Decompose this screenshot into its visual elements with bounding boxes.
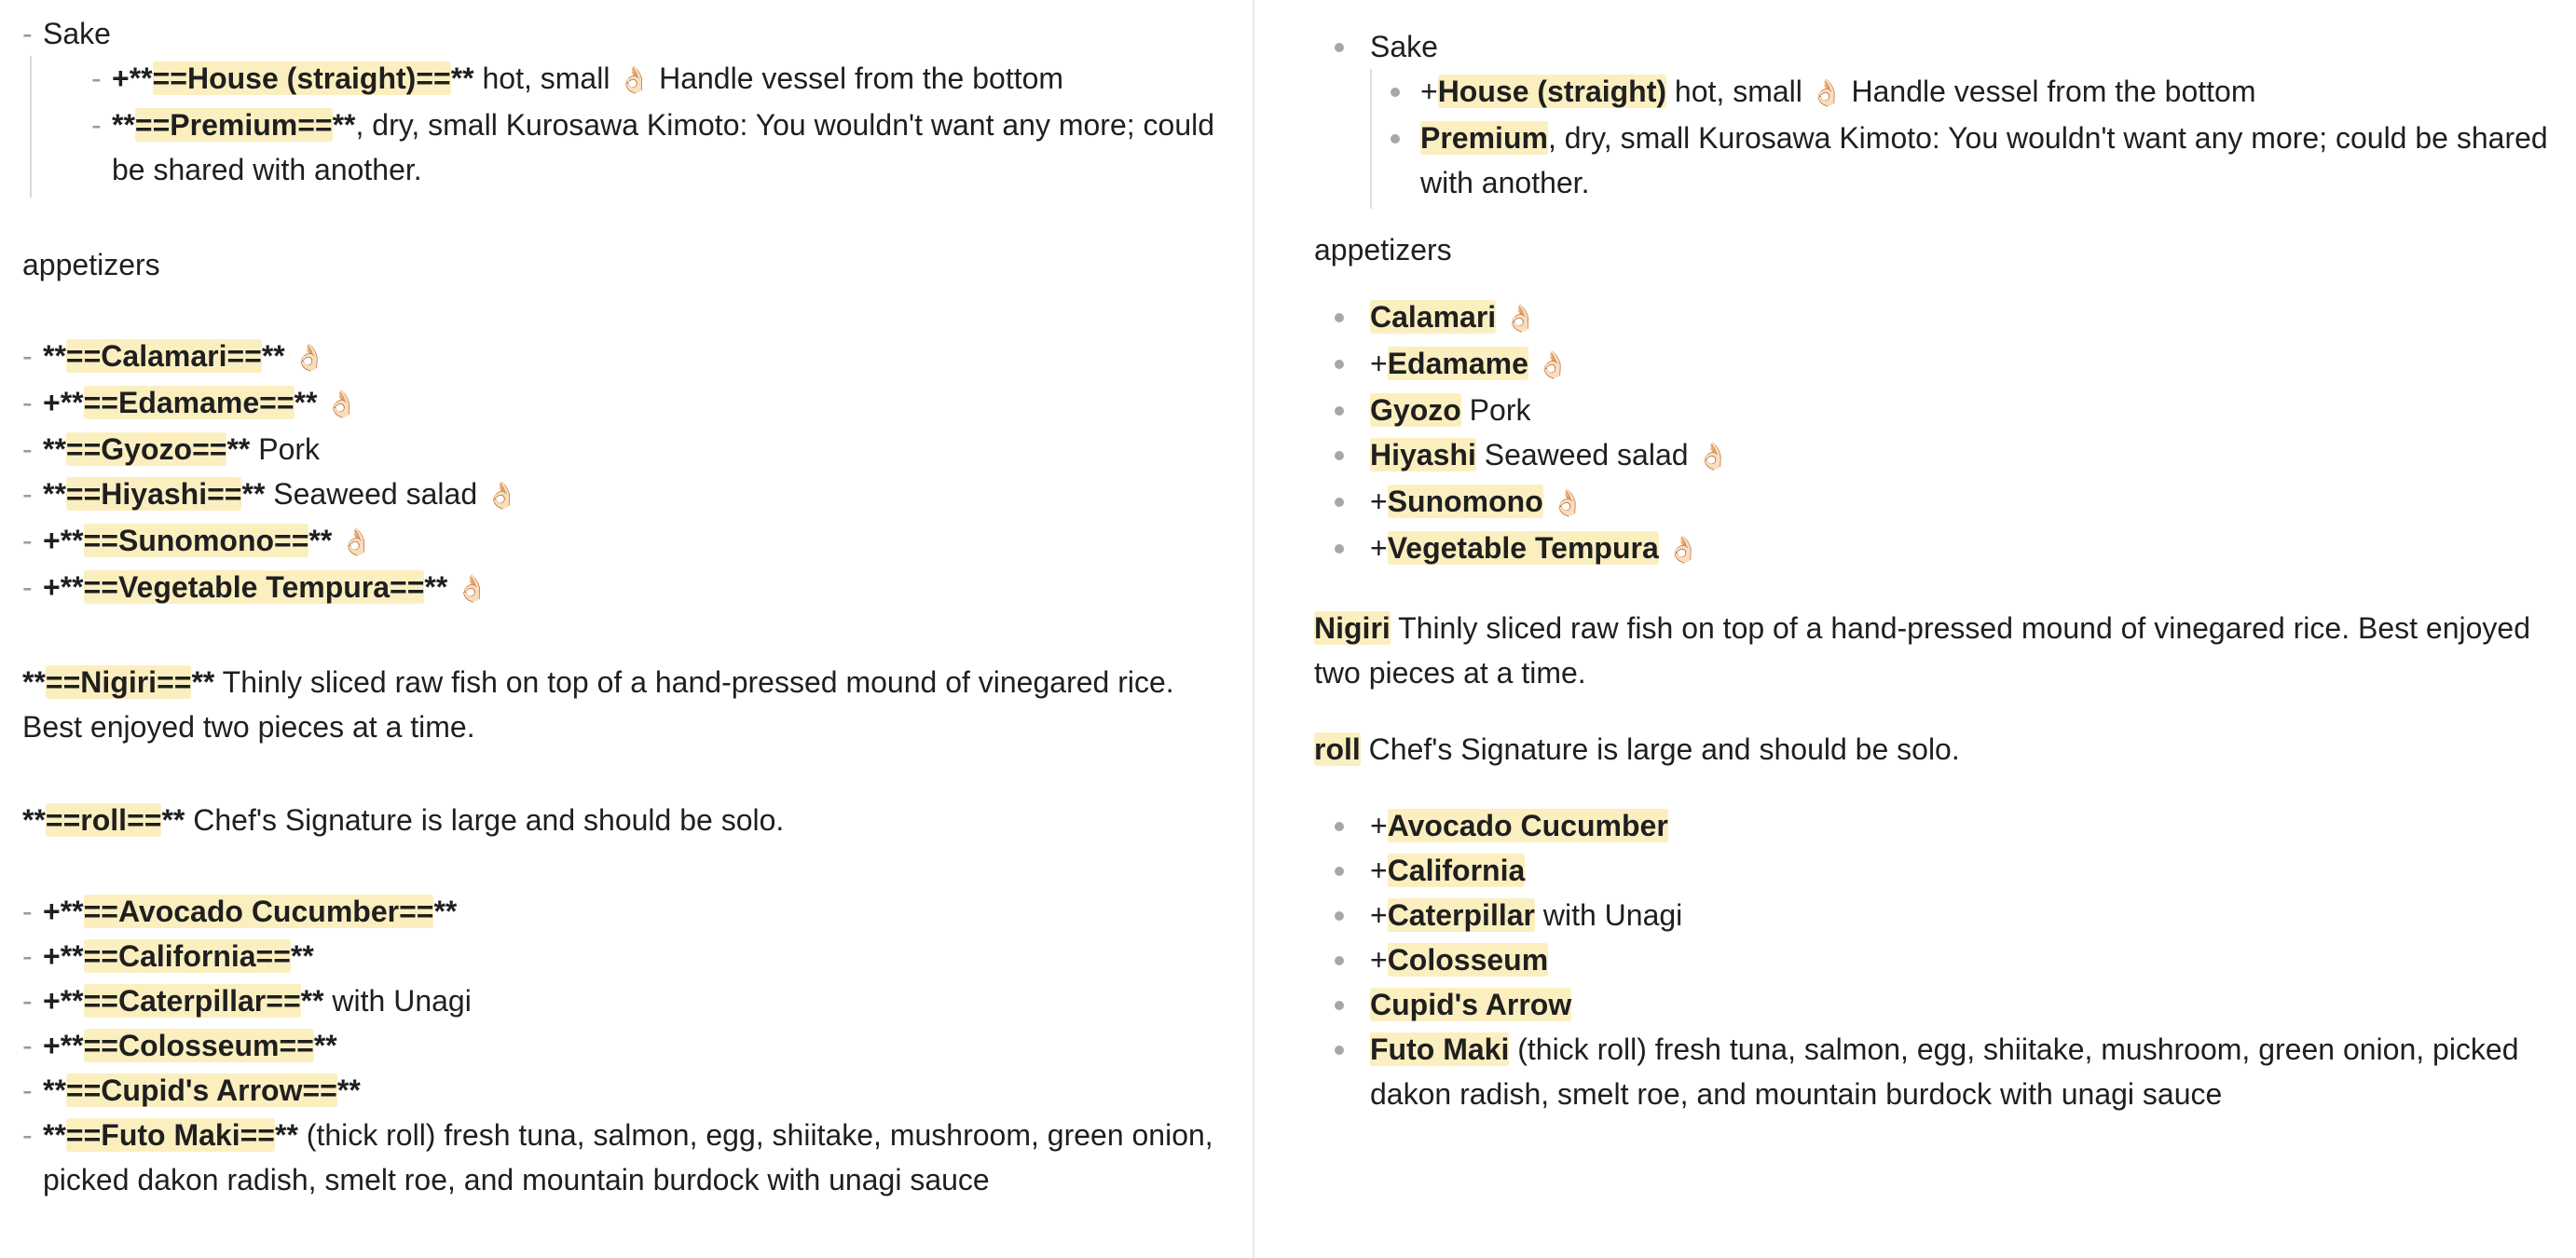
markup-suffix: ** — [274, 1118, 298, 1152]
ok-hand-icon: 👌🏻 — [1536, 349, 1569, 380]
roll-name: roll — [1314, 732, 1361, 766]
ok-hand-icon: 👌🏻 — [340, 526, 374, 557]
nigiri-name: ==Nigiri== — [45, 665, 192, 699]
list-dash: - — [91, 108, 102, 142]
markup-suffix: ** — [241, 477, 266, 511]
item-name: ==Gyozo== — [65, 432, 227, 466]
item-name: California — [1387, 854, 1526, 887]
sake-heading: Sake — [1370, 30, 1438, 63]
editor-line-sake[interactable] — [22, 11, 1230, 56]
markup-suffix: ** — [300, 984, 324, 1018]
item-name: Gyozo — [1370, 393, 1461, 427]
markup-suffix: ** — [161, 803, 185, 837]
markup-prefix: +** — [43, 984, 84, 1018]
item-name: Futo Maki — [1370, 1032, 1510, 1066]
item-prefix: + — [1370, 809, 1388, 842]
item-description: Pork — [1460, 393, 1531, 427]
item-name: ==Colosseum== — [83, 1029, 314, 1062]
ok-hand-icon: 👌🏻 — [1666, 534, 1700, 565]
markup-suffix: ** — [332, 108, 356, 142]
preview-list-item — [1314, 893, 2567, 937]
markup-prefix: +** — [43, 570, 84, 604]
item-name: ==House (straight)== — [152, 62, 451, 95]
appetizers-heading: appetizers — [1314, 233, 1452, 267]
item-description: hot, small — [473, 62, 619, 95]
item-description: with Unagi — [1534, 898, 1683, 932]
ok-hand-icon: 👌🏻 — [1504, 303, 1537, 334]
item-name: Cupid's Arrow — [1370, 988, 1572, 1021]
list-dash: - — [22, 477, 33, 511]
editor-line-roll[interactable] — [22, 978, 1230, 1023]
item-prefix: + — [1370, 943, 1388, 977]
markup-suffix: ** — [336, 1073, 361, 1107]
markdown-preview — [1254, 0, 2576, 1258]
sake-sublist — [30, 56, 1230, 198]
ok-hand-icon: 👌🏻 — [618, 64, 651, 95]
markup-prefix: ** — [112, 108, 135, 142]
roll-description: Chef's Signature is large and should be solo. — [1360, 732, 1960, 766]
item-description: Seaweed salad — [1475, 438, 1697, 472]
markup-suffix: ** — [226, 432, 251, 466]
list-dash: - — [91, 62, 102, 95]
preview-list-item — [1372, 69, 2576, 116]
markup-suffix: ** — [313, 1029, 337, 1062]
markup-prefix: ** — [43, 1118, 66, 1152]
item-prefix: + — [1370, 485, 1388, 518]
item-description: (thick roll) fresh tuna, salmon, egg, shiitake, mushroom, green onion, picked dakon radish, smelt roe, and mountain burdock with unagi sauce — [1370, 1032, 2519, 1111]
item-name: ==Hiyashi== — [65, 477, 242, 511]
item-description — [1543, 485, 1552, 518]
nigiri-name: Nigiri — [1314, 611, 1391, 645]
item-description — [1496, 300, 1504, 334]
preview-list-item — [1314, 848, 2567, 893]
item-name: ==Edamame== — [83, 386, 295, 419]
ok-hand-icon: 👌🏻 — [456, 573, 489, 604]
item-description — [447, 570, 456, 604]
appetizers-list — [1314, 294, 2576, 572]
item-name: ==Premium== — [134, 108, 333, 142]
item-note: Handle vessel from the bottom — [651, 62, 1064, 95]
item-name: Sunomono — [1387, 485, 1543, 518]
markup-prefix: +** — [43, 524, 84, 557]
ok-hand-icon: 👌🏻 — [325, 389, 359, 419]
rolls-list — [1314, 803, 2576, 1116]
item-prefix: + — [1370, 898, 1388, 932]
editor-line-appetizer[interactable] — [22, 565, 1230, 611]
editor-line-appetizer[interactable] — [22, 427, 1230, 472]
markup-suffix: ** — [433, 895, 458, 928]
appetizers-heading[interactable]: appetizers — [22, 248, 160, 281]
preview-list-item — [1314, 432, 2576, 479]
item-description: hot, small — [1666, 75, 1811, 108]
nigiri-paragraph[interactable] — [22, 660, 1230, 749]
item-description — [285, 339, 294, 373]
sake-sublist — [1370, 69, 2576, 209]
list-dash: - — [22, 432, 33, 466]
editor-line-roll[interactable] — [22, 889, 1230, 934]
item-prefix: + — [1370, 531, 1388, 565]
list-dash: - — [22, 1118, 33, 1152]
list-dash: - — [22, 1073, 33, 1107]
item-name: House (straight) — [1437, 75, 1667, 108]
item-description: (thick roll) fresh tuna, salmon, egg, shiitake, mushroom, green onion, picked dakon radish, smelt roe, and mountain burdock with unagi sauce — [43, 1118, 1213, 1196]
preview-list-item — [1372, 116, 2576, 205]
ok-hand-icon: 👌🏻 — [293, 342, 326, 373]
markup-suffix: ** — [424, 570, 448, 604]
list-dash: - — [22, 17, 33, 50]
markup-prefix: ** — [43, 477, 66, 511]
markup-prefix: ** — [43, 432, 66, 466]
markup-suffix: ** — [450, 62, 474, 95]
preview-list-item — [1314, 294, 2576, 341]
preview-list-item — [1314, 803, 2567, 848]
item-description: Pork — [250, 432, 321, 466]
editor-line-roll[interactable] — [22, 934, 1230, 978]
item-name: Calamari — [1370, 300, 1497, 334]
item-name: ==Sunomono== — [83, 524, 309, 557]
editor-line-roll[interactable] — [22, 1068, 1230, 1113]
item-name: ==Avocado Cucumber== — [83, 895, 434, 928]
list-dash: - — [22, 524, 33, 557]
item-prefix: + — [1420, 75, 1438, 108]
item-description — [317, 386, 325, 419]
roll-description: Chef's Signature is large and should be solo. — [185, 803, 785, 837]
preview-list-item — [1314, 388, 2576, 432]
editor-line-roll[interactable] — [22, 1023, 1230, 1068]
markup-prefix: +** — [43, 895, 84, 928]
preview-sake-item — [1314, 24, 2576, 209]
item-name: ==California== — [83, 939, 291, 973]
markup-suffix: ** — [191, 665, 215, 699]
item-name: Colosseum — [1387, 943, 1549, 977]
sake-heading: Sake — [43, 17, 111, 50]
editor-line-appetizer[interactable] — [22, 380, 1230, 427]
list-dash: - — [22, 984, 33, 1018]
markup-suffix: ** — [290, 939, 314, 973]
ok-hand-icon: 👌🏻 — [1810, 77, 1843, 108]
preview-list-item — [1314, 341, 2576, 388]
item-description — [1528, 347, 1537, 380]
ok-hand-icon: 👌🏻 — [486, 480, 518, 511]
rolls-list — [22, 889, 1230, 1202]
item-prefix: + — [1370, 347, 1388, 380]
item-description: , dry, small Kurosawa Kimoto: You wouldn't want any more; could be shared with another. — [112, 108, 1215, 186]
list-dash: - — [22, 939, 33, 973]
list-dash: - — [22, 386, 33, 419]
markup-prefix: +** — [112, 62, 153, 95]
ok-hand-icon: 👌🏻 — [1696, 441, 1730, 472]
markup-prefix: ** — [43, 339, 66, 373]
editor-line-appetizer[interactable] — [22, 518, 1230, 565]
nigiri-description: Thinly sliced raw fish on top of a hand-pressed mound of vinegared rice. Best enjoyed two pieces at a time. — [22, 665, 1174, 744]
item-name: Vegetable Tempura — [1387, 531, 1659, 565]
editor-line-appetizer[interactable] — [22, 334, 1230, 380]
nigiri-paragraph — [1314, 606, 2576, 695]
markup-prefix: ** — [22, 665, 46, 699]
item-name: ==Caterpillar== — [83, 984, 301, 1018]
sake-list — [1314, 24, 2576, 209]
preview-list-item — [1314, 937, 2567, 982]
markup-suffix: ** — [294, 386, 318, 419]
item-description: with Unagi — [323, 984, 472, 1018]
markup-prefix: ** — [22, 803, 46, 837]
item-name: ==Calamari== — [65, 339, 262, 373]
preview-list-item — [1314, 982, 2567, 1027]
item-prefix: + — [1370, 854, 1388, 887]
editor-line-house[interactable] — [91, 56, 1230, 103]
item-description — [332, 524, 340, 557]
list-dash: - — [22, 895, 33, 928]
item-name: ==Futo Maki== — [65, 1118, 275, 1152]
item-name: ==Vegetable Tempura== — [83, 570, 425, 604]
item-description — [1659, 531, 1667, 565]
item-name: Avocado Cucumber — [1387, 809, 1668, 842]
markdown-editor[interactable] — [0, 0, 1253, 1258]
markup-prefix: +** — [43, 1029, 84, 1062]
editor-line-appetizer[interactable] — [22, 472, 1230, 518]
roll-name: ==roll== — [45, 803, 162, 837]
item-name: ==Cupid's Arrow== — [65, 1073, 337, 1107]
preview-list-item — [1314, 1027, 2567, 1116]
item-note: Handle vessel from the bottom — [1843, 75, 2256, 108]
editor-line-premium[interactable] — [91, 103, 1230, 198]
item-name: Edamame — [1387, 347, 1528, 380]
editor-line-roll[interactable] — [22, 1113, 1230, 1202]
roll-paragraph — [1314, 727, 2576, 772]
markup-prefix: +** — [43, 386, 84, 419]
ok-hand-icon: 👌🏻 — [1551, 487, 1584, 518]
item-name: Hiyashi — [1370, 438, 1476, 472]
markup-prefix: ** — [43, 1073, 66, 1107]
item-name: Premium — [1420, 121, 1548, 155]
nigiri-description: Thinly sliced raw fish on top of a hand-pressed mound of vinegared rice. Best enjoyed two pieces at a time. — [1314, 611, 2530, 690]
item-description: , dry, small Kurosawa Kimoto: You wouldn't want any more; could be shared with another. — [1420, 121, 2548, 199]
item-name: Caterpillar — [1387, 898, 1535, 932]
preview-list-item — [1314, 526, 2576, 572]
markup-suffix: ** — [261, 339, 285, 373]
roll-paragraph[interactable] — [22, 798, 1230, 842]
item-description: Seaweed salad — [265, 477, 486, 511]
list-dash: - — [22, 339, 33, 373]
list-dash: - — [22, 570, 33, 604]
markup-suffix: ** — [308, 524, 333, 557]
list-dash: - — [22, 1029, 33, 1062]
appetizers-list — [22, 334, 1230, 611]
preview-list-item — [1314, 479, 2576, 526]
markup-prefix: +** — [43, 939, 84, 973]
